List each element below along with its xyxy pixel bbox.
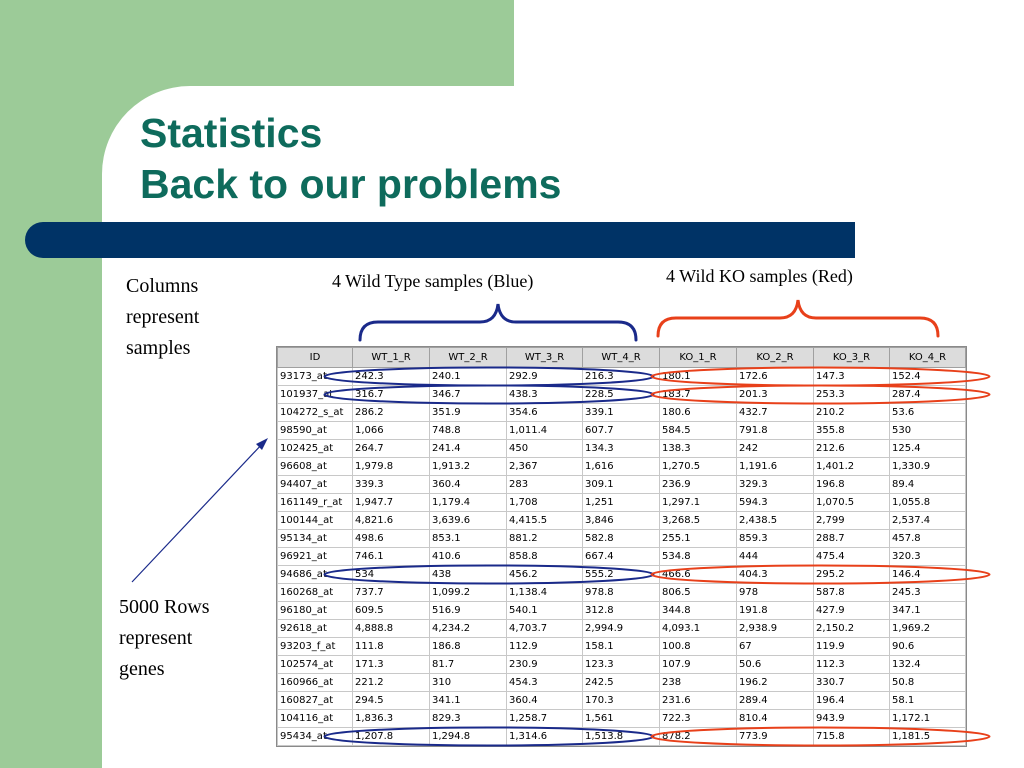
expression-value-cell[interactable]: 50.6 [737,656,814,674]
expression-value-cell[interactable]: 295.2 [814,566,890,584]
green-left-strip [0,0,102,768]
table-row[interactable] [278,512,966,530]
expression-value-cell[interactable]: 4,703.7 [507,620,583,638]
gene-id-cell[interactable]: 160827_at [278,692,353,710]
expression-value-cell[interactable]: 107.9 [660,656,737,674]
expression-value-cell[interactable]: 404.3 [737,566,814,584]
expression-value-cell[interactable]: 791.8 [737,422,814,440]
expression-value-cell[interactable]: 881.2 [507,530,583,548]
expression-value-cell[interactable]: 3,639.6 [430,512,507,530]
expression-value-cell[interactable]: 1,066 [353,422,430,440]
expression-value-cell[interactable]: 438.3 [507,386,583,404]
expression-value-cell[interactable]: 1,969.2 [890,620,966,638]
expression-value-cell[interactable]: 236.9 [660,476,737,494]
expression-value-cell[interactable]: 288.7 [814,530,890,548]
expression-value-cell[interactable]: 748.8 [430,422,507,440]
expression-value-cell[interactable]: 1,513.8 [583,728,660,746]
expression-value-cell[interactable]: 943.9 [814,710,890,728]
expression-value-cell[interactable]: 2,994.9 [583,620,660,638]
table-row[interactable] [278,458,966,476]
expression-value-cell[interactable]: 147.3 [814,368,890,386]
top-right-white-area [514,0,1024,86]
table-row[interactable] [278,638,966,656]
column-header-6[interactable]: KO_2_R [737,348,814,368]
gene-id-cell[interactable]: 100144_at [278,512,353,530]
expression-value-cell[interactable]: 810.4 [737,710,814,728]
expression-value-cell[interactable]: 4,821.6 [353,512,430,530]
expression-value-cell[interactable]: 530 [890,422,966,440]
expression-value-cell[interactable]: 339.1 [583,404,660,422]
wild-type-label: 4 Wild Type samples (Blue) [332,271,534,291]
expression-value-cell[interactable]: 1,207.8 [353,728,430,746]
expression-value-cell[interactable]: 152.4 [890,368,966,386]
expression-value-cell[interactable]: 111.8 [353,638,430,656]
expression-value-cell[interactable]: 457.8 [890,530,966,548]
expression-value-cell[interactable]: 584.5 [660,422,737,440]
expression-value-cell[interactable]: 594.3 [737,494,814,512]
expression-value-cell[interactable]: 191.8 [737,602,814,620]
table-row[interactable] [278,620,966,638]
rows-annotation [119,592,249,685]
table-row[interactable] [278,368,966,386]
knockout-label: 4 Wild KO samples (Red) [666,266,853,286]
expression-value-cell[interactable]: 534.8 [660,548,737,566]
expression-value-cell[interactable]: 346.7 [430,386,507,404]
column-header-5[interactable]: KO_1_R [660,348,737,368]
expression-value-cell[interactable]: 89.4 [890,476,966,494]
expression-value-cell[interactable]: 1,708 [507,494,583,512]
expression-value-cell[interactable]: 1,099.2 [430,584,507,602]
expression-value-cell[interactable]: 534 [353,566,430,584]
expression-value-cell[interactable]: 1,191.6 [737,458,814,476]
expression-value-cell[interactable]: 1,055.8 [890,494,966,512]
expression-value-cell[interactable]: 2,537.4 [890,512,966,530]
expression-value-cell[interactable]: 242.3 [353,368,430,386]
column-header-8[interactable]: KO_4_R [890,348,966,368]
expression-value-cell[interactable]: 607.7 [583,422,660,440]
table-row[interactable] [278,386,966,404]
table-header-row [278,348,966,368]
table-row[interactable] [278,710,966,728]
expression-value-cell[interactable]: 231.6 [660,692,737,710]
expression-value-cell[interactable]: 475.4 [814,548,890,566]
expression-value-cell[interactable]: 722.3 [660,710,737,728]
expression-value-cell[interactable]: 347.1 [890,602,966,620]
expression-value-cell[interactable]: 438 [430,566,507,584]
expression-value-cell[interactable]: 90.6 [890,638,966,656]
expression-value-cell[interactable]: 351.9 [430,404,507,422]
expression-value-cell[interactable]: 196.4 [814,692,890,710]
expression-value-cell[interactable]: 125.4 [890,440,966,458]
rows-annotation-line-1: 5000 Rows [119,596,210,618]
expression-value-cell[interactable]: 2,438.5 [737,512,814,530]
expression-value-cell[interactable]: 112.3 [814,656,890,674]
table-row[interactable] [278,548,966,566]
expression-value-cell[interactable]: 339.3 [353,476,430,494]
expression-value-cell[interactable]: 286.2 [353,404,430,422]
expression-value-cell[interactable]: 1,401.2 [814,458,890,476]
gene-id-cell[interactable]: 161149_r_at [278,494,353,512]
expression-value-cell[interactable]: 138.3 [660,440,737,458]
slide-title [140,108,561,210]
columns-annotation [126,271,236,364]
expression-value-cell[interactable]: 456.2 [507,566,583,584]
column-header-0[interactable]: ID [278,348,353,368]
expression-value-cell[interactable]: 212.6 [814,440,890,458]
expression-value-cell[interactable]: 238 [660,674,737,692]
expression-value-cell[interactable]: 354.6 [507,404,583,422]
expression-value-cell[interactable]: 1,181.5 [890,728,966,746]
expression-value-cell[interactable]: 283 [507,476,583,494]
expression-value-cell[interactable]: 100.8 [660,638,737,656]
expression-value-cell[interactable]: 123.3 [583,656,660,674]
expression-value-cell[interactable]: 2,938.9 [737,620,814,638]
table-row[interactable] [278,422,966,440]
expression-value-cell[interactable]: 180.1 [660,368,737,386]
column-header-4[interactable]: WT_4_R [583,348,660,368]
expression-value-cell[interactable]: 609.5 [353,602,430,620]
expression-value-cell[interactable]: 221.2 [353,674,430,692]
expression-value-cell[interactable]: 1,294.8 [430,728,507,746]
expression-value-cell[interactable]: 4,415.5 [507,512,583,530]
expression-value-cell[interactable]: 245.3 [890,584,966,602]
expression-value-cell[interactable]: 829.3 [430,710,507,728]
title-line-2: Back to our problems [140,161,562,207]
expression-value-cell[interactable]: 1,616 [583,458,660,476]
expression-value-cell[interactable]: 287.4 [890,386,966,404]
expression-value-cell[interactable]: 806.5 [660,584,737,602]
expression-value-cell[interactable]: 170.3 [583,692,660,710]
expression-value-cell[interactable]: 1,947.7 [353,494,430,512]
expression-value-cell[interactable]: 180.6 [660,404,737,422]
expression-value-cell[interactable]: 230.9 [507,656,583,674]
table-row[interactable] [278,692,966,710]
table-row[interactable] [278,728,966,746]
gene-id-cell[interactable]: 96921_at [278,548,353,566]
gene-id-cell[interactable]: 160966_at [278,674,353,692]
gene-id-cell[interactable]: 102425_at [278,440,353,458]
gene-id-cell[interactable]: 96180_at [278,602,353,620]
expression-value-cell[interactable]: 4,888.8 [353,620,430,638]
expression-value-cell[interactable]: 355.8 [814,422,890,440]
table-row[interactable] [278,530,966,548]
gene-id-cell[interactable]: 95434_at [278,728,353,746]
table-row[interactable] [278,674,966,692]
expression-value-cell[interactable]: 309.1 [583,476,660,494]
gene-id-cell[interactable]: 92618_at [278,620,353,638]
expression-value-cell[interactable]: 2,150.2 [814,620,890,638]
gene-id-cell[interactable]: 160268_at [278,584,353,602]
expression-value-cell[interactable]: 1,836.3 [353,710,430,728]
expression-value-cell[interactable]: 196.2 [737,674,814,692]
expression-value-cell[interactable]: 1,172.1 [890,710,966,728]
expression-value-cell[interactable]: 264.7 [353,440,430,458]
expression-value-cell[interactable]: 58.1 [890,692,966,710]
expression-value-cell[interactable]: 1,314.6 [507,728,583,746]
table-body [278,368,966,746]
expression-value-cell[interactable]: 1,913.2 [430,458,507,476]
expression-value-cell[interactable]: 294.5 [353,692,430,710]
table-row[interactable] [278,440,966,458]
expression-value-cell[interactable]: 186.8 [430,638,507,656]
columns-annotation-line-3: samples [126,337,191,359]
expression-value-cell[interactable]: 344.8 [660,602,737,620]
gene-id-cell[interactable]: 104116_at [278,710,353,728]
expression-value-cell[interactable]: 1,138.4 [507,584,583,602]
expression-value-cell[interactable]: 240.1 [430,368,507,386]
expression-value-cell[interactable]: 310 [430,674,507,692]
expression-value-cell[interactable]: 466.6 [660,566,737,584]
expression-value-cell[interactable]: 715.8 [814,728,890,746]
gene-id-cell[interactable]: 93203_f_at [278,638,353,656]
title-line-1: Statistics [140,110,323,156]
columns-annotation-line-2: represent [126,306,200,328]
expression-value-cell[interactable]: 330.7 [814,674,890,692]
expression-value-cell[interactable]: 1,258.7 [507,710,583,728]
expression-value-cell[interactable]: 450 [507,440,583,458]
expression-value-cell[interactable]: 81.7 [430,656,507,674]
table-row[interactable] [278,494,966,512]
expression-data-grid [276,346,967,747]
expression-value-cell[interactable]: 4,234.2 [430,620,507,638]
expression-value-cell[interactable]: 112.9 [507,638,583,656]
expression-value-cell[interactable]: 320.3 [890,548,966,566]
expression-value-cell[interactable]: 183.7 [660,386,737,404]
expression-value-cell[interactable]: 158.1 [583,638,660,656]
column-header-7[interactable]: KO_3_R [814,348,890,368]
table-row[interactable] [278,656,966,674]
expression-value-cell[interactable]: 316.7 [353,386,430,404]
expression-value-cell[interactable]: 878.2 [660,728,737,746]
expression-value-cell[interactable]: 292.9 [507,368,583,386]
expression-value-cell[interactable]: 216.3 [583,368,660,386]
expression-value-cell[interactable]: 1,330.9 [890,458,966,476]
expression-value-cell[interactable]: 853.1 [430,530,507,548]
rows-annotation-line-3: genes [119,658,165,680]
expression-value-cell[interactable]: 360.4 [430,476,507,494]
expression-value-cell[interactable]: 773.9 [737,728,814,746]
expression-value-cell[interactable]: 427.9 [814,602,890,620]
expression-value-cell[interactable]: 228.5 [583,386,660,404]
expression-value-cell[interactable]: 341.1 [430,692,507,710]
expression-value-cell[interactable]: 196.8 [814,476,890,494]
title-divider-bar [25,222,855,258]
expression-value-cell[interactable]: 859.3 [737,530,814,548]
gene-id-cell[interactable]: 96608_at [278,458,353,476]
gene-id-cell[interactable]: 102574_at [278,656,353,674]
expression-value-cell[interactable]: 516.9 [430,602,507,620]
column-header-2[interactable]: WT_2_R [430,348,507,368]
gene-id-cell[interactable]: 101937_at [278,386,353,404]
gene-id-cell[interactable]: 95134_at [278,530,353,548]
expression-value-cell[interactable]: 667.4 [583,548,660,566]
expression-value-cell[interactable]: 253.3 [814,386,890,404]
expression-value-cell[interactable]: 858.8 [507,548,583,566]
gene-id-cell[interactable]: 94686_at [278,566,353,584]
expression-value-cell[interactable]: 201.3 [737,386,814,404]
expression-value-cell[interactable]: 312.8 [583,602,660,620]
expression-value-cell[interactable]: 432.7 [737,404,814,422]
expression-value-cell[interactable]: 746.1 [353,548,430,566]
expression-value-cell[interactable]: 1,011.4 [507,422,583,440]
columns-annotation-line-1: Columns [126,275,199,297]
expression-value-cell[interactable]: 4,093.1 [660,620,737,638]
expression-value-cell[interactable]: 53.6 [890,404,966,422]
expression-value-cell[interactable]: 1,297.1 [660,494,737,512]
column-header-3[interactable]: WT_3_R [507,348,583,368]
expression-value-cell[interactable]: 255.1 [660,530,737,548]
expression-value-cell[interactable]: 171.3 [353,656,430,674]
expression-value-cell[interactable]: 1,070.5 [814,494,890,512]
expression-value-cell[interactable]: 67 [737,638,814,656]
gene-id-cell[interactable]: 98590_at [278,422,353,440]
expression-value-cell[interactable]: 3,846 [583,512,660,530]
expression-value-cell[interactable]: 329.3 [737,476,814,494]
expression-value-cell[interactable]: 119.9 [814,638,890,656]
expression-value-cell[interactable]: 50.8 [890,674,966,692]
expression-value-cell[interactable]: 360.4 [507,692,583,710]
expression-value-cell[interactable]: 978 [737,584,814,602]
expression-value-cell[interactable]: 498.6 [353,530,430,548]
expression-value-cell[interactable]: 242.5 [583,674,660,692]
expression-value-cell[interactable]: 210.2 [814,404,890,422]
gene-id-cell[interactable]: 93173_at [278,368,353,386]
expression-value-cell[interactable]: 2,367 [507,458,583,476]
table-row[interactable] [278,584,966,602]
column-header-1[interactable]: WT_1_R [353,348,430,368]
expression-value-cell[interactable]: 1,561 [583,710,660,728]
expression-value-cell[interactable]: 737.7 [353,584,430,602]
expression-value-cell[interactable]: 587.8 [814,584,890,602]
expression-value-cell[interactable]: 1,179.4 [430,494,507,512]
expression-value-cell[interactable]: 582.8 [583,530,660,548]
expression-value-cell[interactable]: 410.6 [430,548,507,566]
expression-value-cell[interactable]: 444 [737,548,814,566]
expression-value-cell[interactable]: 242 [737,440,814,458]
table-row[interactable] [278,602,966,620]
rows-annotation-line-2: represent [119,627,193,649]
expression-value-cell[interactable]: 1,251 [583,494,660,512]
gene-id-cell[interactable]: 104272_s_at [278,404,353,422]
expression-value-cell[interactable]: 978.8 [583,584,660,602]
expression-value-cell[interactable]: 146.4 [890,566,966,584]
expression-value-cell[interactable]: 1,979.8 [353,458,430,476]
expression-value-cell[interactable]: 2,799 [814,512,890,530]
expression-value-cell[interactable]: 555.2 [583,566,660,584]
table-row[interactable] [278,566,966,584]
gene-id-cell[interactable]: 94407_at [278,476,353,494]
table-row[interactable] [278,404,966,422]
expression-value-cell[interactable]: 540.1 [507,602,583,620]
expression-value-cell[interactable]: 134.3 [583,440,660,458]
expression-value-cell[interactable]: 241.4 [430,440,507,458]
expression-value-cell[interactable]: 3,268.5 [660,512,737,530]
expression-value-cell[interactable]: 172.6 [737,368,814,386]
expression-value-cell[interactable]: 132.4 [890,656,966,674]
table-row[interactable] [278,476,966,494]
expression-value-cell[interactable]: 454.3 [507,674,583,692]
expression-value-cell[interactable]: 1,270.5 [660,458,737,476]
expression-value-cell[interactable]: 289.4 [737,692,814,710]
